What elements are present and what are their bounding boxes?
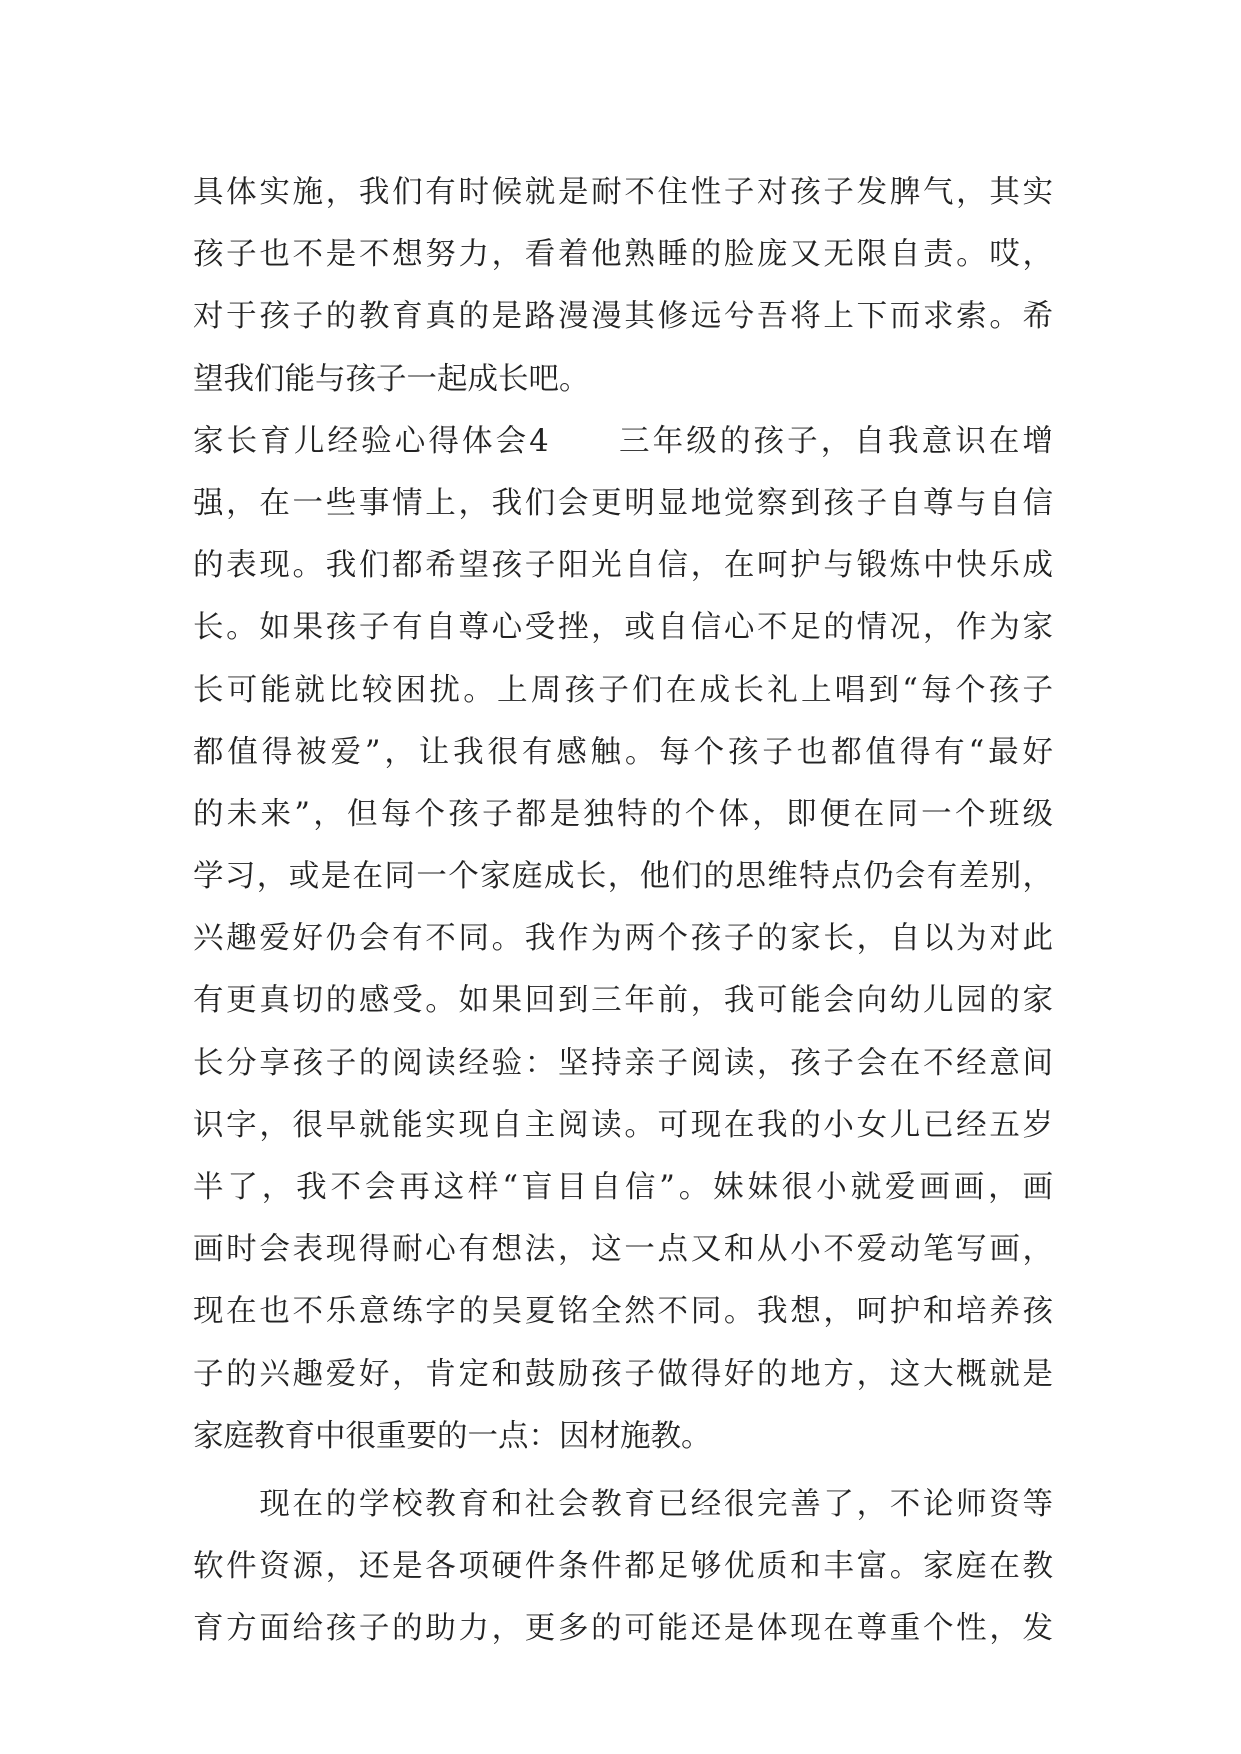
text-line: 望我们能与孩子一起成长吧。 bbox=[193, 361, 590, 397]
paragraph-1 bbox=[193, 162, 1053, 411]
text-line: 识字，很早就能实现自主阅读。可现在我的小女儿已经五岁 bbox=[193, 1107, 1053, 1143]
text-line: 的表现。我们都希望孩子阳光自信，在呵护与锻炼中快乐成 bbox=[193, 548, 1053, 584]
text-line: 强，在一些事情上，我们会更明显地觉察到孩子自尊与自信 bbox=[193, 485, 1053, 521]
text-line: 的未来”，但每个孩子都是独特的个体，即便在同一个班级 bbox=[193, 796, 1053, 832]
text-line: 长。如果孩子有自尊心受挫，或自信心不足的情况，作为家 bbox=[193, 610, 1053, 646]
text-line: 子的兴趣爱好，肯定和鼓励孩子做得好的地方，这大概就是 bbox=[193, 1356, 1053, 1392]
text-line: 具体实施，我们有时候就是耐不住性子对孩子发脾气，其实 bbox=[193, 175, 1053, 210]
text-line: 孩子也不是不想努力，看着他熟睡的脸庞又无限自责。哎， bbox=[193, 237, 1053, 273]
text-line: 对于孩子的教育真的是路漫漫其修远兮吾将上下而求索。希 bbox=[193, 299, 1053, 335]
text-line: 现在的学校教育和社会教育已经很完善了，不论师资等 bbox=[193, 1486, 1053, 1522]
paragraph-2 bbox=[193, 411, 1053, 1468]
text-line: 都值得被爱”，让我很有感触。每个孩子也都值得有“最好 bbox=[193, 734, 1053, 770]
text-line: 育方面给孩子的助力，更多的可能还是体现在尊重个性，发 bbox=[193, 1611, 1053, 1647]
text-line: 家长育儿经验心得体会4 三年级的孩子，自我意识在增 bbox=[193, 423, 1053, 459]
text-line: 软件资源，还是各项硬件条件都足够优质和丰富。家庭在教 bbox=[193, 1549, 1053, 1585]
document-body bbox=[193, 162, 1053, 1661]
text-line: 学习，或是在同一个家庭成长，他们的思维特点仍会有差别， bbox=[193, 859, 1053, 895]
paragraph-3 bbox=[193, 1474, 1053, 1661]
text-line: 长可能就比较困扰。上周孩子们在成长礼上唱到“每个孩子 bbox=[193, 672, 1053, 708]
text-line: 长分享孩子的阅读经验：坚持亲子阅读，孩子会在不经意间 bbox=[193, 1045, 1053, 1081]
text-line: 现在也不乐意练字的吴夏铭全然不同。我想，呵护和培养孩 bbox=[193, 1294, 1053, 1330]
text-line: 半了，我不会再这样“盲目自信”。妹妹很小就爱画画，画 bbox=[193, 1170, 1053, 1205]
text-line: 有更真切的感受。如果回到三年前，我可能会向幼儿园的家 bbox=[193, 983, 1053, 1019]
text-line: 家庭教育中很重要的一点：因材施教。 bbox=[193, 1418, 712, 1454]
text-line: 兴趣爱好仍会有不同。我作为两个孩子的家长，自以为对此 bbox=[193, 921, 1053, 957]
text-line: 画时会表现得耐心有想法，这一点又和从小不爱动笔写画， bbox=[193, 1232, 1053, 1268]
